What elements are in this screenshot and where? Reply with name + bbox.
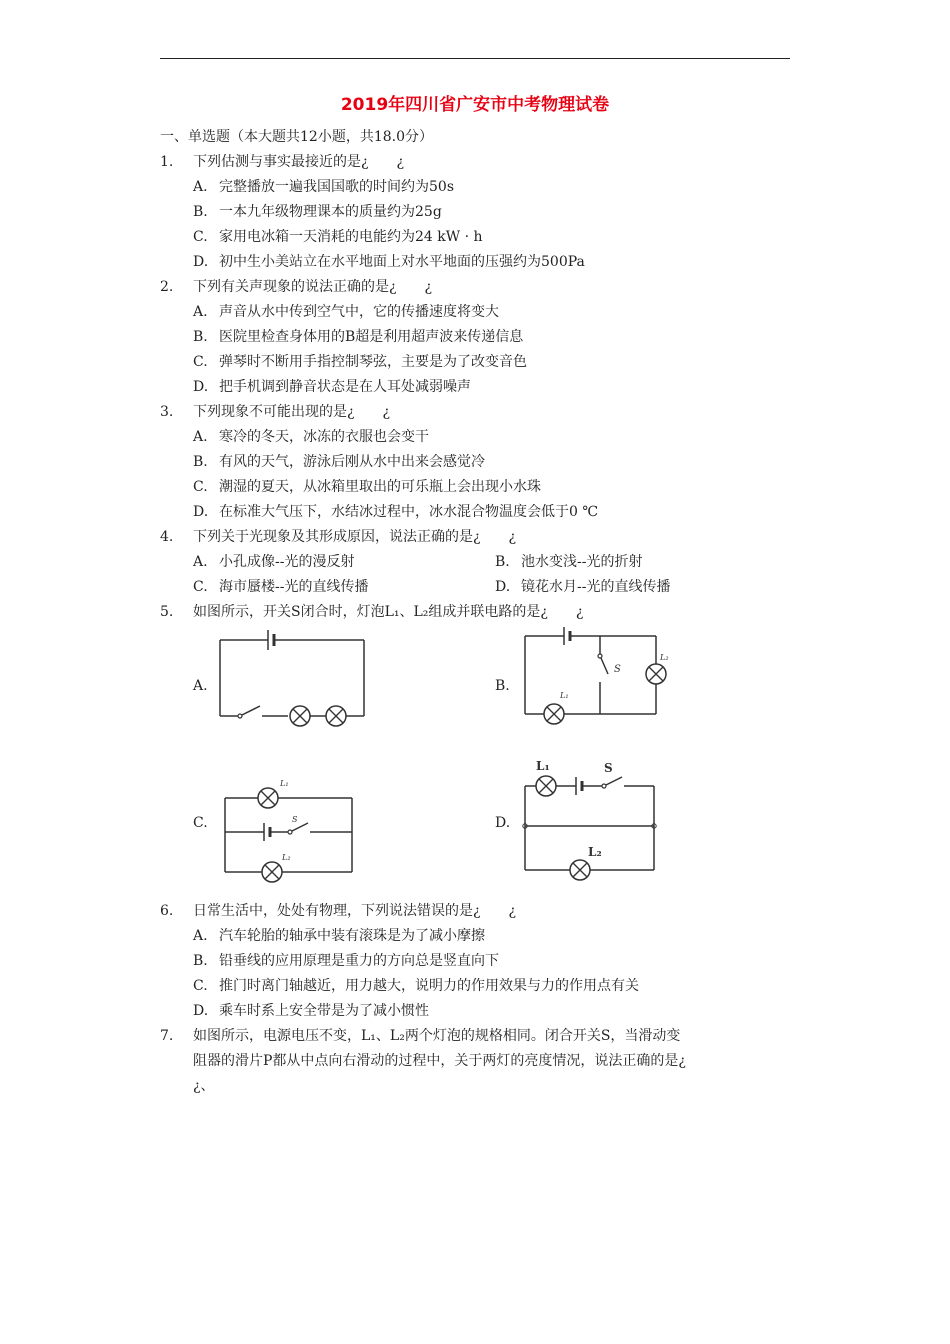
- question-stem: 下列关于光现象及其形成原因，说法正确的是¿ ¿: [193, 529, 517, 545]
- option-label: B.: [193, 204, 208, 220]
- switch-label: S: [614, 664, 621, 675]
- option-label: A.: [193, 429, 208, 445]
- question-number: 7.: [160, 1028, 174, 1044]
- option-text: 有风的天气，游泳后刚从水中出来会感觉冷: [219, 454, 485, 470]
- option-text: 声音从水中传到空气中，它的传播速度将变大: [219, 304, 499, 320]
- option-text: 初中生小美站立在水平地面上对水平地面的压强约为500Pa: [219, 254, 585, 270]
- question-number: 2.: [160, 279, 174, 295]
- option-text: 潮湿的夏天，从冰箱里取出的可乐瓶上会出现小水珠: [219, 479, 541, 495]
- bulb-label-l1: L₁: [560, 691, 569, 700]
- option-c: [193, 353, 527, 371]
- question-stem-line-1: 如图所示，电源电压不变，L₁、L₂两个灯泡的规格相同。闭合开关S，当滑动变: [193, 1028, 681, 1044]
- option-text: 在标准大气压下，水结冰过程中，冰水混合物温度会低于0 ℃: [219, 504, 599, 520]
- option-label: A.: [193, 928, 208, 944]
- option-text: 小孔成像--光的漫反射: [219, 554, 355, 570]
- question-stem: 下列估测与事实最接近的是¿ ¿: [193, 154, 405, 170]
- circuit-diagram-b: [522, 624, 669, 724]
- option-text: 家用电冰箱一天消耗的电能约为24 kW · h: [219, 229, 483, 245]
- option-text: 镜花水月--光的直线传播: [521, 579, 671, 595]
- option-d: [193, 503, 598, 521]
- option-c: [193, 478, 541, 496]
- option-label: B.: [193, 454, 208, 470]
- option-label: A.: [193, 179, 208, 195]
- option-c: [193, 578, 368, 596]
- question-number: 4.: [160, 529, 174, 545]
- option-label: C.: [193, 579, 208, 595]
- option-label: C.: [193, 354, 208, 370]
- bulb-label-l2: L₂: [660, 653, 669, 662]
- option-b: [193, 328, 523, 346]
- option-text: 弹琴时不断用手指控制琴弦，主要是为了改变音色: [219, 354, 527, 370]
- figure-label-c: C.: [193, 815, 208, 831]
- bulb-label-l2: L₂: [282, 853, 291, 862]
- figure-label-d: D.: [495, 815, 511, 831]
- option-label: B.: [193, 953, 208, 969]
- question-stem: 日常生活中，处处有物理，下列说法错误的是¿ ¿: [193, 903, 517, 919]
- option-label: C.: [193, 978, 208, 994]
- option-d: [495, 578, 670, 596]
- option-a: [193, 428, 429, 446]
- question-number: 6.: [160, 903, 174, 919]
- option-text: 汽车轮胎的轴承中装有滚珠是为了减小摩擦: [219, 928, 485, 944]
- circuit-diagram-c: [222, 776, 356, 884]
- figure-label-a: A.: [193, 678, 208, 694]
- circuit-diagram-a: [218, 628, 368, 728]
- section-heading: 一、单选题（本大题共12小题，共18.0分）: [160, 129, 433, 145]
- option-text: 池水变浅--光的折射: [521, 554, 643, 570]
- option-text: 把手机调到静音状态是在人耳处减弱噪声: [219, 379, 471, 395]
- option-b: [193, 952, 499, 970]
- question-stem: 下列有关声现象的说法正确的是¿ ¿: [193, 279, 433, 295]
- option-label: D.: [193, 504, 209, 520]
- question-stem: 下列现象不可能出现的是¿ ¿: [193, 404, 391, 420]
- option-label: D.: [193, 379, 209, 395]
- bulb-label-l1: L₁: [536, 759, 550, 773]
- question-stem-line-3: ¿、: [193, 1078, 215, 1094]
- option-text: 推门时离门轴越近，用力越大，说明力的作用效果与力的作用点有关: [219, 978, 639, 994]
- option-d: [193, 1002, 429, 1020]
- option-a: [193, 303, 499, 321]
- option-label: A.: [193, 304, 208, 320]
- option-b: [495, 553, 642, 571]
- option-a: [193, 553, 354, 571]
- switch-label: S: [604, 761, 613, 775]
- option-a: [193, 178, 454, 196]
- option-b: [193, 453, 485, 471]
- option-label: D.: [193, 1003, 209, 1019]
- option-text: 一本九年级物理课本的质量约为25g: [219, 204, 442, 220]
- option-text: 海市蜃楼--光的直线传播: [219, 579, 369, 595]
- option-b: [193, 203, 442, 221]
- circuit-diagram-d: [520, 760, 660, 884]
- option-text: 寒冷的冬天，冰冻的衣服也会变干: [219, 429, 429, 445]
- option-label: D.: [193, 254, 209, 270]
- question-number: 5.: [160, 604, 174, 620]
- option-label: D.: [495, 579, 511, 595]
- option-label: B.: [193, 329, 208, 345]
- option-d: [193, 378, 471, 396]
- bulb-label-l1: L₁: [280, 779, 289, 788]
- option-d: [193, 253, 585, 271]
- option-text: 铅垂线的应用原理是重力的方向总是竖直向下: [219, 953, 499, 969]
- option-label: A.: [193, 554, 208, 570]
- switch-label: S: [292, 815, 298, 824]
- option-label: B.: [495, 554, 510, 570]
- option-text: 医院里检查身体用的B超是利用超声波来传递信息: [219, 329, 524, 345]
- question-number: 3.: [160, 404, 174, 420]
- page-title: 2019年四川省广安市中考物理试卷: [340, 95, 610, 115]
- option-label: C.: [193, 479, 208, 495]
- question-stem-line-2: 阻器的滑片P都从中点向右滑动的过程中，关于两灯的亮度情况，说法正确的是¿: [193, 1053, 686, 1069]
- option-c: [193, 228, 483, 246]
- question-stem: 如图所示，开关S闭合时，灯泡L₁、L₂组成并联电路的是¿ ¿: [193, 604, 584, 620]
- option-label: C.: [193, 229, 208, 245]
- option-c: [193, 977, 639, 995]
- figure-label-b: B.: [495, 678, 510, 694]
- option-a: [193, 927, 485, 945]
- question-number: 1.: [160, 154, 174, 170]
- bulb-label-l2: L₂: [588, 845, 602, 859]
- option-text: 完整播放一遍我国国歌的时间约为50s: [219, 179, 454, 195]
- option-text: 乘车时系上安全带是为了减小惯性: [219, 1003, 429, 1019]
- header-rule: [160, 58, 790, 59]
